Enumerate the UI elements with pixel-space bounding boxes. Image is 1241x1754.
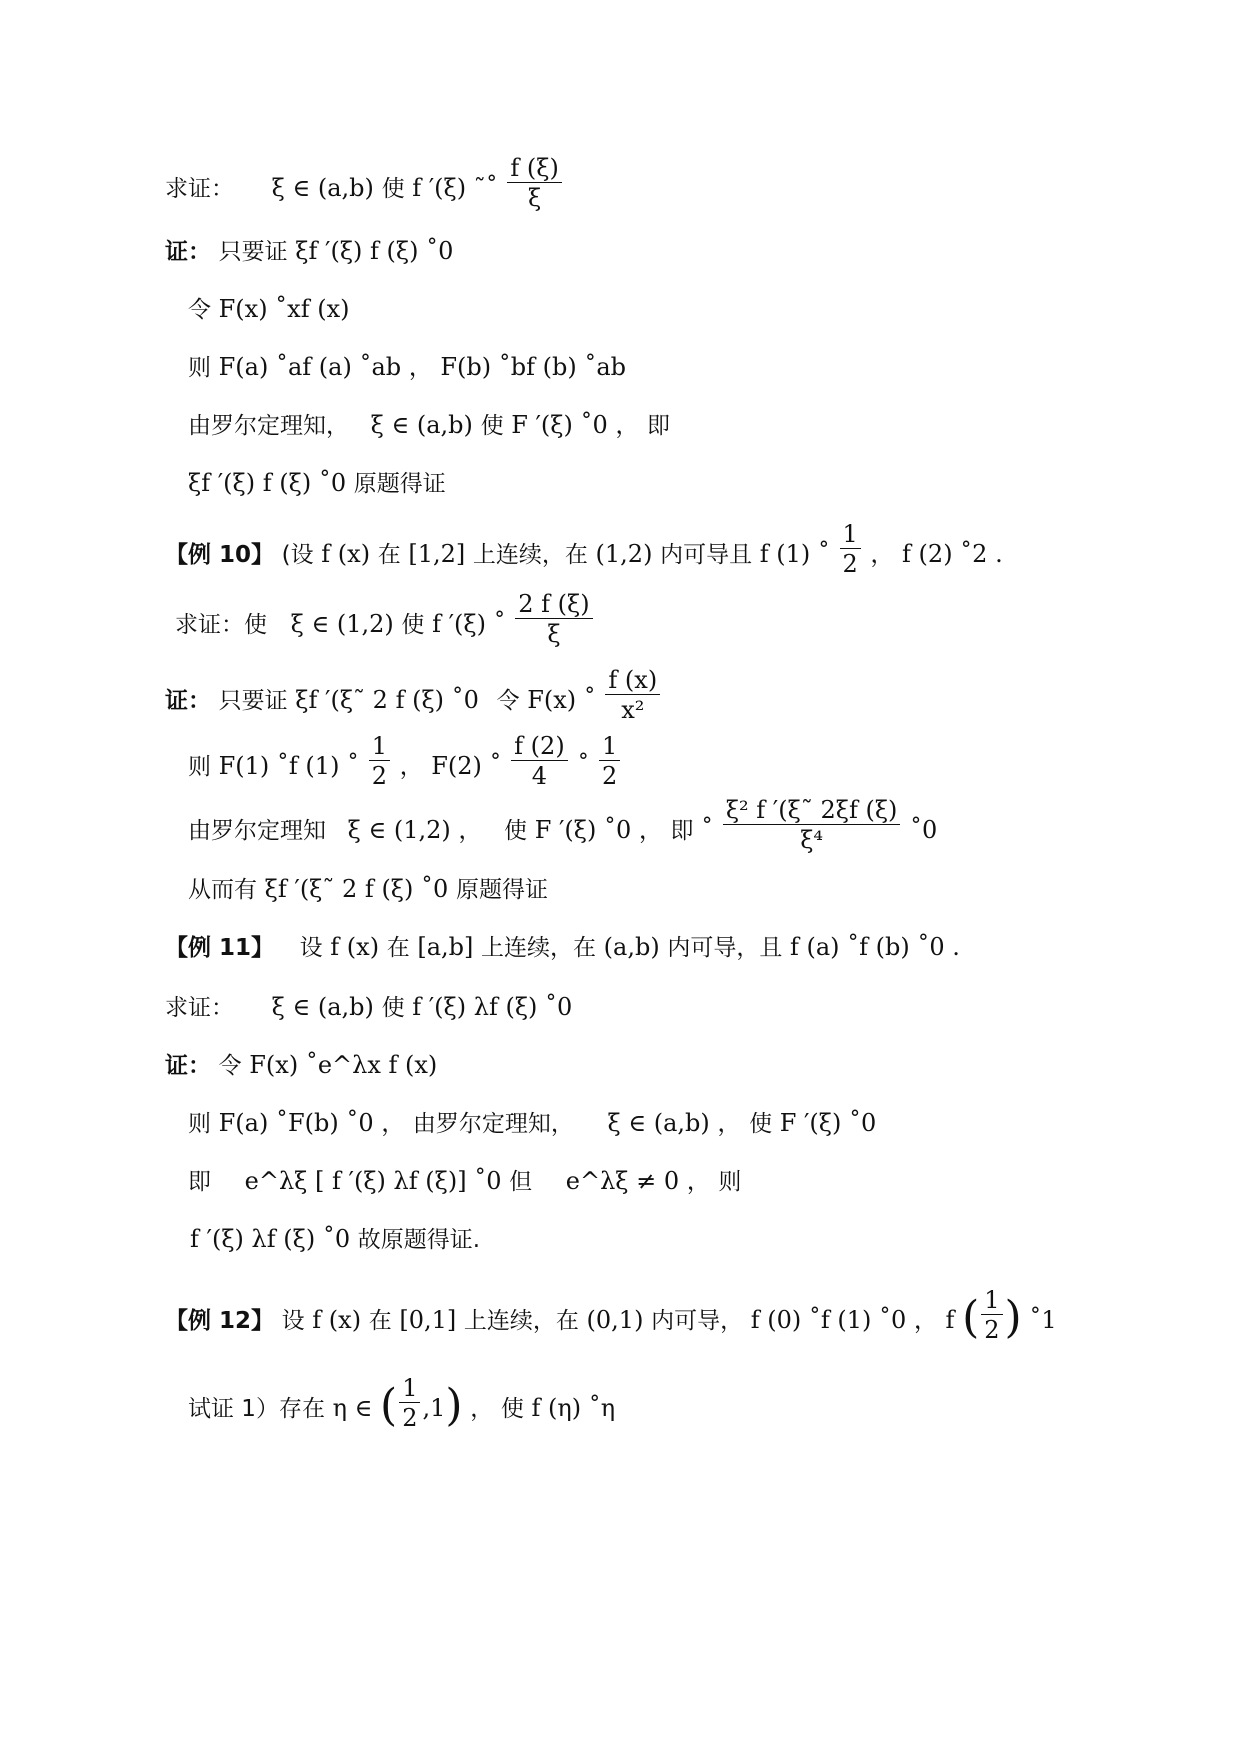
- text: 令: [218, 1053, 242, 1079]
- math: F(a) ˚af (a) ˚ab ， F(b) ˚bf (b) ˚ab: [218, 353, 627, 381]
- text: 在: [377, 542, 401, 568]
- math: e^λξ [ f ′(ξ) λf (ξ)] ˚0: [244, 1167, 502, 1195]
- text: 故原题得证.: [357, 1227, 481, 1253]
- line-3: [188, 294, 350, 325]
- text: 在: [368, 1308, 392, 1334]
- math: ,1: [422, 1394, 446, 1422]
- example-label: 【例 10】: [165, 542, 275, 568]
- text: 即: [670, 818, 694, 844]
- text: 使: [401, 612, 425, 638]
- math: ξf ′(ξ˜ 2 f (ξ) ˚0: [264, 875, 449, 903]
- math: F(x) ˚: [527, 686, 596, 714]
- math: F ′(ξ) ˚0 ，: [511, 411, 640, 439]
- denominator: ξ: [528, 184, 542, 212]
- text: 上连续，在: [463, 1308, 579, 1334]
- line-5: [188, 410, 670, 441]
- left-paren: (: [962, 1291, 980, 1343]
- denominator: ξ⁴: [800, 826, 824, 854]
- numerator: ξ² f ′(ξ˜ 2ξf (ξ): [723, 796, 901, 825]
- math: (1,2): [595, 540, 653, 568]
- line-11: [188, 796, 938, 861]
- line-7: [165, 520, 1003, 585]
- denominator: 2: [371, 762, 387, 790]
- denominator: x²: [621, 696, 645, 724]
- math: f (1) ˚: [759, 540, 830, 568]
- text: 则: [188, 1111, 211, 1137]
- math: F ′(ξ) ˚0: [779, 1109, 877, 1137]
- line-15: [165, 1050, 437, 1081]
- proof-label: 证：: [165, 688, 211, 714]
- line-20: [188, 1374, 616, 1439]
- line-17: [188, 1166, 741, 1197]
- math: ˚0: [910, 816, 938, 844]
- numerator: f (2): [511, 732, 568, 761]
- math: [a,b]: [417, 933, 474, 961]
- text: 令: [188, 297, 211, 323]
- text: 上连续，在: [481, 935, 597, 961]
- numerator: 1: [599, 732, 620, 761]
- math: ξ ∈ (1,2): [290, 610, 394, 638]
- text: 求证：: [165, 995, 234, 1021]
- denominator: 4: [531, 762, 548, 790]
- numerator: 1: [399, 1374, 420, 1403]
- numerator: f (x): [605, 666, 660, 695]
- text: 由罗尔定理知，: [412, 1111, 574, 1137]
- math: F(1) ˚f (1) ˚: [218, 752, 360, 780]
- text: 内可导且: [660, 542, 753, 568]
- math: ξf ′(ξ˜ 2 f (ξ) ˚0: [295, 686, 479, 714]
- numerator: 2 f (ξ): [515, 590, 592, 619]
- right-paren: ): [1004, 1291, 1022, 1343]
- line-16: [188, 1108, 876, 1139]
- math: ξ ∈ (1,2) ，: [347, 816, 483, 844]
- example-label: 【例 11】: [165, 935, 275, 961]
- math: f (x): [330, 933, 380, 961]
- text: 由罗尔定理知: [188, 818, 326, 844]
- text: 试证 1）存在: [188, 1396, 325, 1422]
- text: 使: [504, 818, 528, 844]
- fraction: [981, 1286, 1002, 1345]
- fraction: [511, 732, 568, 791]
- text: 求证：使: [175, 612, 267, 638]
- text: 求证：: [165, 176, 234, 202]
- math: ˚: [577, 752, 590, 780]
- fraction: [515, 590, 592, 649]
- fraction: [840, 520, 861, 579]
- math: F(x) ˚xf (x): [218, 295, 350, 323]
- text: 只要证: [218, 688, 288, 714]
- math: (a,b): [603, 933, 660, 961]
- math: f (η) ˚η: [531, 1394, 616, 1422]
- text: 使: [381, 176, 405, 202]
- text: 即: [188, 1169, 211, 1195]
- fraction: [599, 732, 620, 791]
- text: ，: [470, 1396, 494, 1422]
- example-label: 【例 12】: [165, 1308, 275, 1334]
- denominator: ξ: [547, 620, 561, 648]
- text: 使: [381, 995, 405, 1021]
- line-6: [188, 468, 446, 499]
- text: 使: [500, 1396, 524, 1422]
- text: 原题得证: [353, 471, 446, 497]
- math: ξf ′(ξ) f (ξ) ˚0: [188, 469, 347, 497]
- denominator: 2: [601, 762, 618, 790]
- math: f ′(ξ) λf (ξ) ˚0: [412, 993, 573, 1021]
- line-2: [165, 236, 453, 267]
- text: 即: [647, 413, 671, 439]
- fraction: [369, 732, 390, 791]
- math: (0,1): [586, 1306, 644, 1334]
- math: F(a) ˚F(b) ˚0 ，: [218, 1109, 406, 1137]
- right-paren: ): [445, 1379, 463, 1431]
- text: 使: [480, 413, 504, 439]
- denominator: 2: [984, 1316, 1000, 1344]
- line-10: [188, 732, 622, 797]
- text: (设: [281, 542, 314, 568]
- math: [1,2]: [408, 540, 466, 568]
- text: 则: [188, 754, 211, 780]
- fraction: [605, 666, 660, 725]
- text: 只要证: [218, 239, 288, 265]
- math: [0,1]: [399, 1306, 457, 1334]
- line-12: [188, 874, 548, 905]
- math: f (a) ˚f (b) ˚0 .: [789, 933, 960, 961]
- text: 但: [509, 1169, 533, 1195]
- line-1: [165, 154, 564, 219]
- numerator: 1: [369, 732, 390, 761]
- line-8: [175, 590, 595, 655]
- text: 在: [386, 935, 410, 961]
- math: f ′(ξ) λf (ξ) ˚0: [190, 1225, 351, 1253]
- fraction: [507, 154, 561, 213]
- line-19: [165, 1286, 1057, 1351]
- text: 原题得证: [455, 877, 548, 903]
- math: f ′(ξ) ˚: [432, 610, 506, 638]
- text: 设: [299, 935, 323, 961]
- numerator: 1: [840, 520, 861, 549]
- text: 从而有: [188, 877, 257, 903]
- line-14: [165, 992, 572, 1023]
- math: e^λξ ≠ 0 ，: [565, 1167, 711, 1195]
- math: F ′(ξ) ˚0 ，: [534, 816, 663, 844]
- line-9: [165, 666, 662, 731]
- math: ξ ∈ (a,b): [370, 411, 473, 439]
- math: ˚1: [1029, 1306, 1057, 1334]
- line-18: [190, 1224, 480, 1255]
- denominator: 2: [842, 550, 858, 578]
- text: 设: [281, 1308, 305, 1334]
- text: 则: [718, 1169, 742, 1195]
- numerator: 1: [981, 1286, 1002, 1315]
- text: 内可导，: [651, 1308, 744, 1334]
- math: ξf ′(ξ) f (ξ) ˚0: [295, 237, 454, 265]
- math: ξ ∈ (a,b) ，: [607, 1109, 742, 1137]
- line-4: [188, 352, 626, 383]
- text: 则: [188, 355, 211, 381]
- math: f (x): [321, 540, 371, 568]
- math: f (x): [312, 1306, 362, 1334]
- math: ， f (2) ˚2 .: [870, 540, 1003, 568]
- math: ξ ∈ (a,b): [271, 993, 374, 1021]
- left-paren: (: [380, 1379, 398, 1431]
- proof-label: 证：: [165, 239, 211, 265]
- text: 使: [749, 1111, 773, 1137]
- math: f ′(ξ) ˜˚: [412, 174, 498, 202]
- text: 令: [496, 688, 520, 714]
- numerator: f (ξ): [507, 154, 561, 183]
- fraction: [723, 796, 901, 855]
- line-13: [165, 932, 960, 963]
- fraction: [399, 1374, 420, 1433]
- math: ˚: [701, 816, 714, 844]
- text: 内可导，且: [667, 935, 783, 961]
- denominator: 2: [402, 1404, 418, 1432]
- text: 由罗尔定理知，: [188, 413, 349, 439]
- math: ， F(2) ˚: [399, 752, 502, 780]
- math: F(x) ˚e^λx f (x): [249, 1051, 438, 1079]
- text: 上连续，在: [472, 542, 588, 568]
- math: ξ ∈ (a,b): [271, 174, 374, 202]
- proof-label: 证：: [165, 1053, 211, 1079]
- math: η ∈: [332, 1394, 373, 1422]
- math: f (0) ˚f (1) ˚0 ， f: [750, 1306, 955, 1334]
